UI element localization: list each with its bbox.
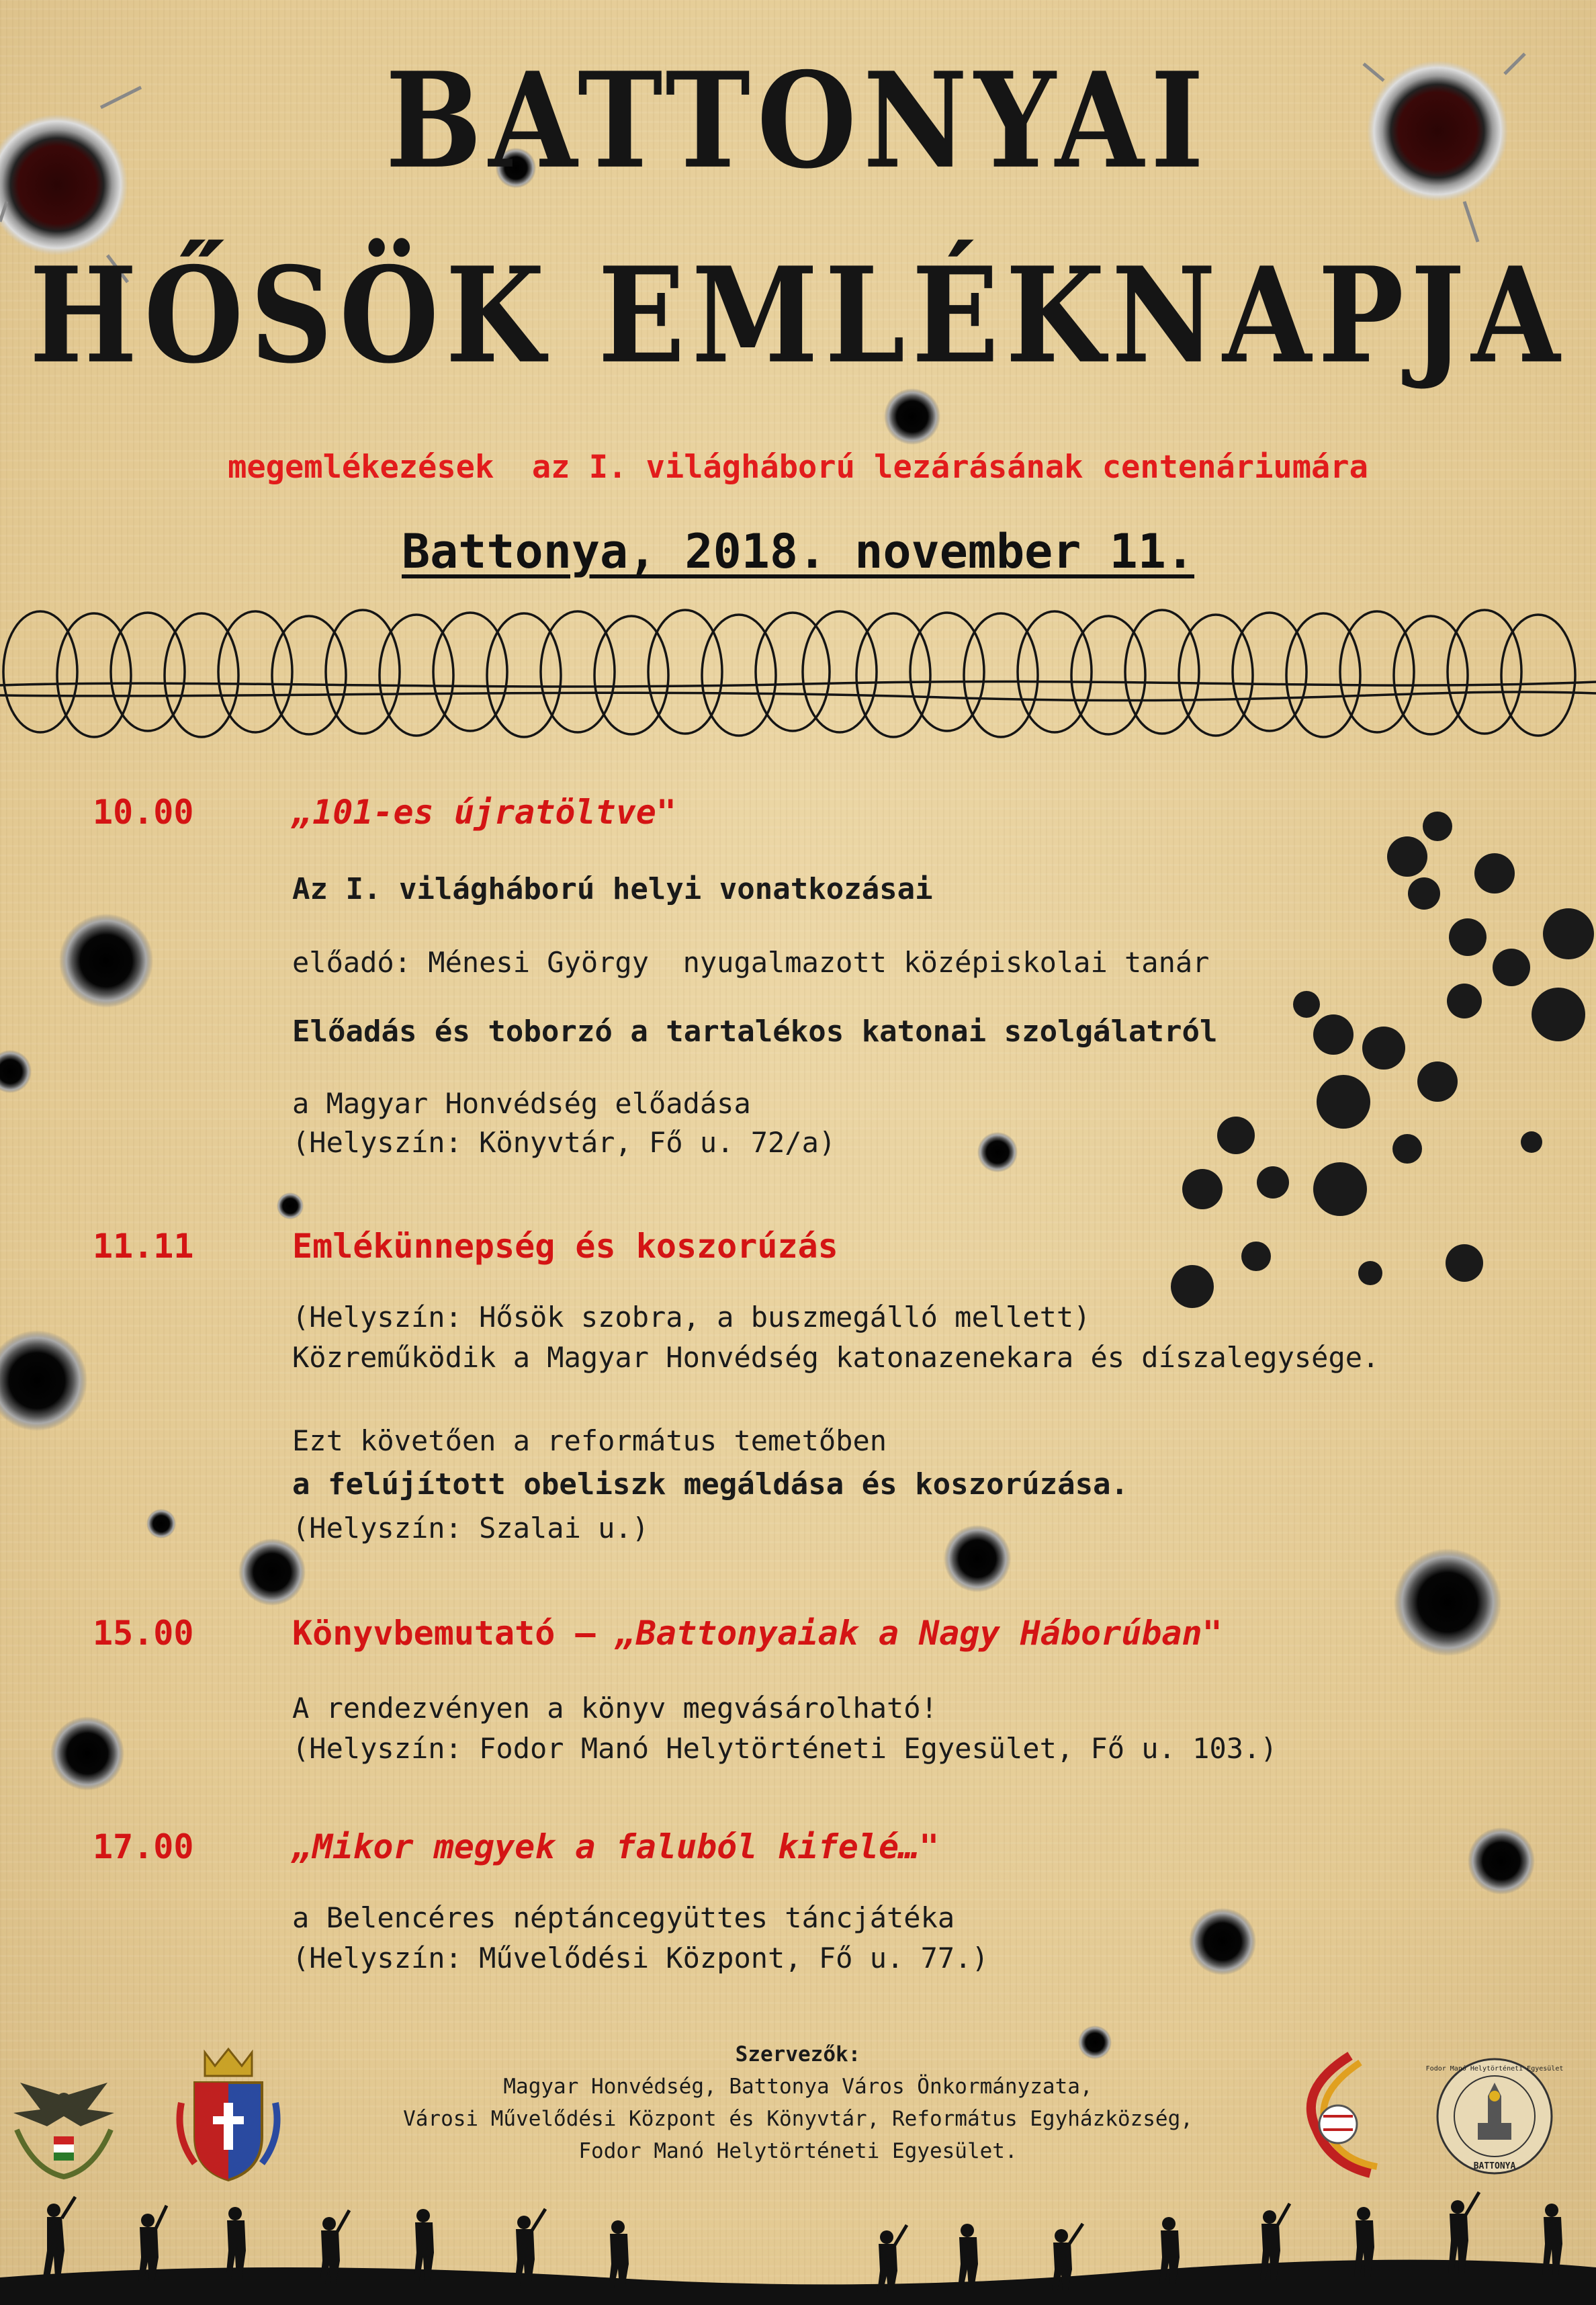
event2-title: Emlékünnepség és koszorúzás (292, 1227, 838, 1266)
event2-line2: Közreműködik a Magyar Honvédség katonazenekara és díszalegysége. (292, 1341, 1380, 1374)
event1-title: „101-es újratöltve" (292, 793, 676, 832)
event2-line5: (Helyszín: Szalai u.) (292, 1512, 650, 1545)
event1-line5: (Helyszín: Könyvtár, Fő u. 72/a) (292, 1126, 836, 1159)
page-title-line1: BATTONYAI (385, 44, 1211, 198)
fodor-logo-text: Fodor Manó Helytörténeti Egyesület (1425, 2065, 1564, 2073)
soldiers-silhouette-decoration (0, 2177, 1596, 2305)
event2-line3: Ezt követően a református temetőben (292, 1424, 887, 1457)
barbed-wire-decoration (0, 598, 1596, 752)
event2-time: 11.11 (93, 1227, 194, 1266)
organizers-line2: Városi Művelődési Központ és Könyvtár, Református Egyházközség, (403, 2107, 1193, 2131)
event-date-text: Battonya, 2018. november 11. (401, 524, 1195, 579)
organizers-line1: Magyar Honvédség, Battonya Város Önkormányzata, (503, 2075, 1093, 2099)
event1-line2: előadó: Ménesi György nyugalmazott középiskolai tanár (292, 946, 1210, 979)
event4-line1: a Belencéres néptáncegyüttes táncjátéka (292, 1901, 955, 1934)
event4-time: 17.00 (93, 1827, 194, 1866)
cultural-center-logo (1276, 2049, 1384, 2177)
event1-line3: Előadás és toborzó a tartalékos katonai szolgálatról (292, 1014, 1218, 1049)
fodor-mano-society-logo (1425, 2056, 1564, 2177)
battonya-coat-of-arms-logo (178, 2042, 279, 2190)
event1-time: 10.00 (93, 793, 194, 832)
event4-line2: (Helyszín: Művelődési Központ, Fő u. 77.) (292, 1942, 989, 1974)
fodor-logo-city: BATTONYA (1473, 2161, 1516, 2171)
event3-time: 15.00 (93, 1614, 194, 1653)
honved-eagle-logo (7, 2069, 121, 2183)
event4-title: „Mikor megyek a faluból kifelé…" (292, 1827, 940, 1866)
page-title-line2: HŐSÖK EMLÉKNAPJA (29, 238, 1567, 393)
event-date (0, 524, 1596, 579)
event3-title-book: „Battonyaiak a Nagy Háborúban" (615, 1614, 1223, 1653)
organizers-line3: Fodor Manó Helytörténeti Egyesület. (578, 2139, 1018, 2163)
event2-line1: (Helyszín: Hősök szobra, a buszmegálló mellett) (292, 1301, 1091, 1334)
event1-line4: a Magyar Honvédség előadása (292, 1087, 751, 1120)
organizers-heading: Szervezők: (735, 2042, 861, 2067)
event1-line1: Az I. világháború helyi vonatkozásai (292, 872, 933, 906)
event2-line4: a felújított obeliszk megáldása és koszorúzása. (292, 1467, 1129, 1502)
event3-line1: A rendezvényen a könyv megvásárolható! (292, 1692, 938, 1725)
subtitle: megemlékezések az I. világháború lezárásának centenáriumára (228, 449, 1368, 486)
event3-title-plain: Könyvbemutató – (292, 1614, 616, 1653)
event3-line2: (Helyszín: Fodor Manó Helytörténeti Egyesület, Fő u. 103.) (292, 1732, 1278, 1765)
event3-title (292, 1614, 1223, 1653)
